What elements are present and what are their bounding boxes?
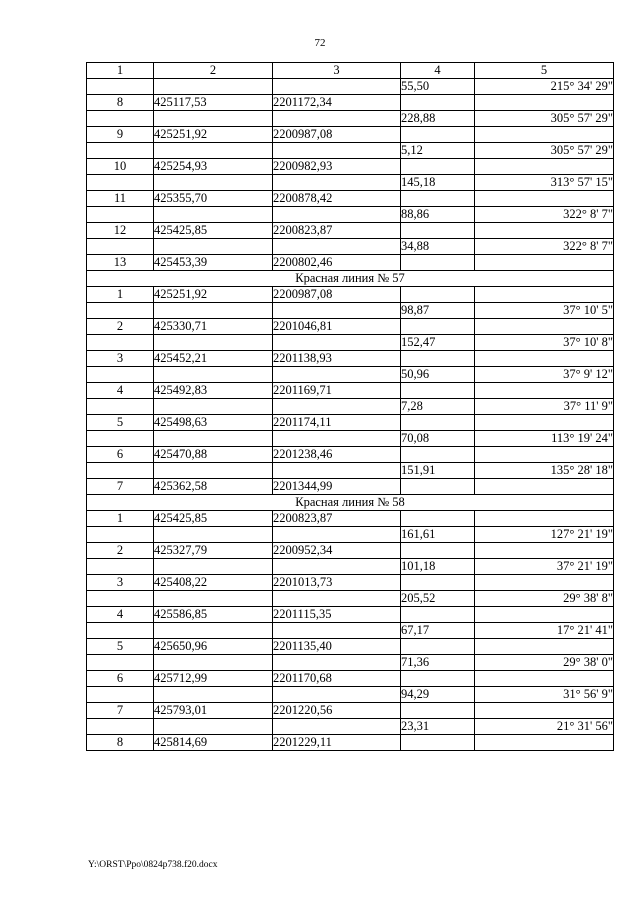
coord-x: 425586,85 — [154, 607, 273, 623]
point-row — [87, 415, 614, 431]
point-number-empty — [87, 463, 154, 479]
coord-y-empty — [273, 207, 401, 223]
coord-y: 2200987,08 — [273, 127, 401, 143]
coord-x: 425327,79 — [154, 543, 273, 559]
point-number: 5 — [87, 639, 154, 655]
coord-y-empty — [273, 655, 401, 671]
segment-length: 5,12 — [401, 143, 475, 159]
point-number-empty — [87, 527, 154, 543]
coord-x: 425712,99 — [154, 671, 273, 687]
point-number-empty — [87, 591, 154, 607]
coord-x-empty — [154, 175, 273, 191]
length-cell-empty — [401, 351, 475, 367]
segment-row — [87, 111, 614, 127]
segment-length: 161,61 — [401, 527, 475, 543]
point-row — [87, 223, 614, 239]
angle-cell-empty — [475, 127, 614, 143]
angle-cell-empty — [475, 159, 614, 175]
coord-x-empty — [154, 367, 273, 383]
coord-x: 425251,92 — [154, 287, 273, 303]
point-row — [87, 95, 614, 111]
direction-angle: 322° 8' 7" — [475, 239, 614, 255]
coord-x-empty — [154, 463, 273, 479]
point-row — [87, 575, 614, 591]
table-header-row — [87, 63, 614, 79]
coord-y-empty — [273, 143, 401, 159]
coord-x: 425492,83 — [154, 383, 273, 399]
point-number-empty — [87, 655, 154, 671]
segment-row — [87, 367, 614, 383]
point-number: 4 — [87, 607, 154, 623]
length-cell-empty — [401, 319, 475, 335]
length-cell-empty — [401, 703, 475, 719]
coord-y-empty — [273, 591, 401, 607]
length-cell-empty — [401, 255, 475, 271]
coord-y: 2201172,34 — [273, 95, 401, 111]
coord-x: 425425,85 — [154, 223, 273, 239]
direction-angle: 215° 34' 29" — [475, 79, 614, 95]
direction-angle: 37° 9' 12" — [475, 367, 614, 383]
length-cell-empty — [401, 735, 475, 751]
point-number-empty — [87, 623, 154, 639]
segment-length: 101,18 — [401, 559, 475, 575]
coordinates-table — [86, 62, 614, 751]
angle-cell-empty — [475, 575, 614, 591]
coord-y: 2201013,73 — [273, 575, 401, 591]
segment-row — [87, 559, 614, 575]
segment-row — [87, 527, 614, 543]
segment-row — [87, 655, 614, 671]
coord-y-empty — [273, 175, 401, 191]
point-row — [87, 287, 614, 303]
coord-y-empty — [273, 239, 401, 255]
coord-x: 425470,88 — [154, 447, 273, 463]
segment-row — [87, 687, 614, 703]
coord-y-empty — [273, 335, 401, 351]
angle-cell-empty — [475, 223, 614, 239]
point-number-empty — [87, 335, 154, 351]
point-number: 7 — [87, 703, 154, 719]
point-number: 10 — [87, 159, 154, 175]
length-cell-empty — [401, 575, 475, 591]
length-cell-empty — [401, 671, 475, 687]
length-cell-empty — [401, 447, 475, 463]
coord-x: 425425,85 — [154, 511, 273, 527]
point-number-empty — [87, 143, 154, 159]
coord-x-empty — [154, 79, 273, 95]
coord-x-empty — [154, 623, 273, 639]
point-number: 3 — [87, 351, 154, 367]
table-body — [87, 79, 614, 751]
point-number-empty — [87, 367, 154, 383]
point-row — [87, 671, 614, 687]
angle-cell-empty — [475, 351, 614, 367]
point-number-empty — [87, 111, 154, 127]
length-cell-empty — [401, 95, 475, 111]
length-cell-empty — [401, 479, 475, 495]
point-number-empty — [87, 207, 154, 223]
length-cell-empty — [401, 127, 475, 143]
point-number-empty — [87, 175, 154, 191]
direction-angle: 127° 21' 19" — [475, 527, 614, 543]
coord-x-empty — [154, 687, 273, 703]
direction-angle: 29° 38' 8" — [475, 591, 614, 607]
angle-cell-empty — [475, 447, 614, 463]
header-col-4: 4 — [401, 63, 475, 79]
length-cell-empty — [401, 287, 475, 303]
segment-length: 205,52 — [401, 591, 475, 607]
coord-y: 2200878,42 — [273, 191, 401, 207]
coord-x: 425330,71 — [154, 319, 273, 335]
segment-length: 50,96 — [401, 367, 475, 383]
angle-cell-empty — [475, 735, 614, 751]
point-number-empty — [87, 719, 154, 735]
coord-y-empty — [273, 399, 401, 415]
coord-y: 2200952,34 — [273, 543, 401, 559]
segment-length: 98,87 — [401, 303, 475, 319]
point-number-empty — [87, 431, 154, 447]
segment-row — [87, 623, 614, 639]
coord-y: 2201046,81 — [273, 319, 401, 335]
coord-y-empty — [273, 367, 401, 383]
coord-x: 425452,21 — [154, 351, 273, 367]
angle-cell-empty — [475, 511, 614, 527]
section-title: Красная линия № 58 — [87, 495, 614, 511]
angle-cell-empty — [475, 255, 614, 271]
point-number: 5 — [87, 415, 154, 431]
point-number: 1 — [87, 287, 154, 303]
point-number: 4 — [87, 383, 154, 399]
angle-cell-empty — [475, 543, 614, 559]
direction-angle: 37° 21' 19" — [475, 559, 614, 575]
angle-cell-empty — [475, 95, 614, 111]
point-number: 12 — [87, 223, 154, 239]
angle-cell-empty — [475, 479, 614, 495]
point-number-empty — [87, 559, 154, 575]
point-row — [87, 735, 614, 751]
coord-x: 425254,93 — [154, 159, 273, 175]
point-number: 7 — [87, 479, 154, 495]
segment-length: 228,88 — [401, 111, 475, 127]
direction-angle: 313° 57' 15" — [475, 175, 614, 191]
footer-file-path: Y:\ORST\Ppo\0824p738.f20.docx — [88, 860, 218, 870]
point-row — [87, 479, 614, 495]
point-number: 11 — [87, 191, 154, 207]
coord-y: 2200982,93 — [273, 159, 401, 175]
length-cell-empty — [401, 639, 475, 655]
coord-y-empty — [273, 559, 401, 575]
length-cell-empty — [401, 607, 475, 623]
length-cell-empty — [401, 543, 475, 559]
coord-y-empty — [273, 463, 401, 479]
coord-x: 425814,69 — [154, 735, 273, 751]
coord-x: 425793,01 — [154, 703, 273, 719]
coord-x-empty — [154, 559, 273, 575]
point-row — [87, 319, 614, 335]
direction-angle: 37° 10' 8" — [475, 335, 614, 351]
point-number: 13 — [87, 255, 154, 271]
coord-y: 2201229,11 — [273, 735, 401, 751]
coord-y: 2201135,40 — [273, 639, 401, 655]
point-row — [87, 703, 614, 719]
coord-x: 425362,58 — [154, 479, 273, 495]
point-number: 8 — [87, 95, 154, 111]
angle-cell-empty — [475, 671, 614, 687]
point-number: 2 — [87, 319, 154, 335]
segment-length: 23,31 — [401, 719, 475, 735]
point-number-empty — [87, 239, 154, 255]
point-row — [87, 511, 614, 527]
point-row — [87, 607, 614, 623]
segment-length: 7,28 — [401, 399, 475, 415]
direction-angle: 29° 38' 0" — [475, 655, 614, 671]
coord-y: 2200823,87 — [273, 511, 401, 527]
point-number: 1 — [87, 511, 154, 527]
direction-angle: 305° 57' 29" — [475, 143, 614, 159]
coord-y: 2201220,56 — [273, 703, 401, 719]
coord-x-empty — [154, 399, 273, 415]
point-number: 8 — [87, 735, 154, 751]
coord-x: 425355,70 — [154, 191, 273, 207]
segment-row — [87, 719, 614, 735]
angle-cell-empty — [475, 191, 614, 207]
point-number: 9 — [87, 127, 154, 143]
segment-length: 152,47 — [401, 335, 475, 351]
direction-angle: 17° 21' 41" — [475, 623, 614, 639]
segment-length: 70,08 — [401, 431, 475, 447]
segment-length: 151,91 — [401, 463, 475, 479]
coord-x-empty — [154, 335, 273, 351]
coord-x: 425498,63 — [154, 415, 273, 431]
segment-row — [87, 591, 614, 607]
point-number: 2 — [87, 543, 154, 559]
coord-x: 425453,39 — [154, 255, 273, 271]
segment-length: 71,36 — [401, 655, 475, 671]
point-row — [87, 447, 614, 463]
coord-y-empty — [273, 79, 401, 95]
segment-row — [87, 303, 614, 319]
direction-angle: 37° 11' 9" — [475, 399, 614, 415]
coord-y: 2200802,46 — [273, 255, 401, 271]
angle-cell-empty — [475, 607, 614, 623]
coord-y: 2201238,46 — [273, 447, 401, 463]
point-number-empty — [87, 687, 154, 703]
coord-x: 425650,96 — [154, 639, 273, 655]
section-title-row — [87, 495, 614, 511]
segment-length: 94,29 — [401, 687, 475, 703]
point-row — [87, 639, 614, 655]
point-row — [87, 543, 614, 559]
segment-row — [87, 335, 614, 351]
direction-angle: 37° 10' 5" — [475, 303, 614, 319]
direction-angle: 305° 57' 29" — [475, 111, 614, 127]
point-row — [87, 191, 614, 207]
page-number: 72 — [314, 37, 326, 49]
segment-row — [87, 463, 614, 479]
coord-x: 425408,22 — [154, 575, 273, 591]
length-cell-empty — [401, 191, 475, 207]
coord-x-empty — [154, 527, 273, 543]
coord-y: 2200823,87 — [273, 223, 401, 239]
direction-angle: 135° 28' 18" — [475, 463, 614, 479]
angle-cell-empty — [475, 383, 614, 399]
point-number-empty — [87, 303, 154, 319]
coord-y-empty — [273, 623, 401, 639]
header-col-3: 3 — [273, 63, 401, 79]
coord-y: 2201169,71 — [273, 383, 401, 399]
point-number: 6 — [87, 671, 154, 687]
coord-x: 425117,53 — [154, 95, 273, 111]
point-row — [87, 159, 614, 175]
angle-cell-empty — [475, 319, 614, 335]
coord-x-empty — [154, 591, 273, 607]
point-row — [87, 351, 614, 367]
coord-x-empty — [154, 207, 273, 223]
angle-cell-empty — [475, 287, 614, 303]
coord-x: 425251,92 — [154, 127, 273, 143]
segment-length: 88,86 — [401, 207, 475, 223]
point-number-empty — [87, 79, 154, 95]
segment-length: 145,18 — [401, 175, 475, 191]
header-col-1: 1 — [87, 63, 154, 79]
coord-x-empty — [154, 143, 273, 159]
length-cell-empty — [401, 159, 475, 175]
angle-cell-empty — [475, 703, 614, 719]
segment-row — [87, 143, 614, 159]
coord-x-empty — [154, 111, 273, 127]
direction-angle: 322° 8' 7" — [475, 207, 614, 223]
segment-row — [87, 399, 614, 415]
section-title-row — [87, 271, 614, 287]
section-title: Красная линия № 57 — [87, 271, 614, 287]
length-cell-empty — [401, 383, 475, 399]
segment-row — [87, 207, 614, 223]
coord-y-empty — [273, 687, 401, 703]
coord-y-empty — [273, 719, 401, 735]
coord-y: 2201170,68 — [273, 671, 401, 687]
coord-y-empty — [273, 431, 401, 447]
point-row — [87, 383, 614, 399]
direction-angle: 113° 19' 24" — [475, 431, 614, 447]
point-number-empty — [87, 399, 154, 415]
coord-y: 2201115,35 — [273, 607, 401, 623]
header-col-2: 2 — [154, 63, 273, 79]
coord-x-empty — [154, 431, 273, 447]
coord-y: 2201344,99 — [273, 479, 401, 495]
point-row — [87, 255, 614, 271]
coord-x-empty — [154, 303, 273, 319]
length-cell-empty — [401, 511, 475, 527]
segment-row — [87, 239, 614, 255]
coord-x-empty — [154, 239, 273, 255]
point-number: 3 — [87, 575, 154, 591]
point-row — [87, 127, 614, 143]
coord-y: 2200987,08 — [273, 287, 401, 303]
direction-angle: 21° 31' 56" — [475, 719, 614, 735]
coord-y-empty — [273, 303, 401, 319]
coord-y-empty — [273, 527, 401, 543]
coord-y: 2201174,11 — [273, 415, 401, 431]
angle-cell-empty — [475, 415, 614, 431]
segment-length: 67,17 — [401, 623, 475, 639]
coord-x-empty — [154, 719, 273, 735]
coord-y: 2201138,93 — [273, 351, 401, 367]
segment-row — [87, 175, 614, 191]
angle-cell-empty — [475, 639, 614, 655]
length-cell-empty — [401, 415, 475, 431]
point-number: 6 — [87, 447, 154, 463]
segment-length: 34,88 — [401, 239, 475, 255]
coord-y-empty — [273, 111, 401, 127]
direction-angle: 31° 56' 9" — [475, 687, 614, 703]
segment-row — [87, 431, 614, 447]
coord-x-empty — [154, 655, 273, 671]
segment-row — [87, 79, 614, 95]
segment-length: 55,50 — [401, 79, 475, 95]
length-cell-empty — [401, 223, 475, 239]
header-col-5: 5 — [475, 63, 614, 79]
